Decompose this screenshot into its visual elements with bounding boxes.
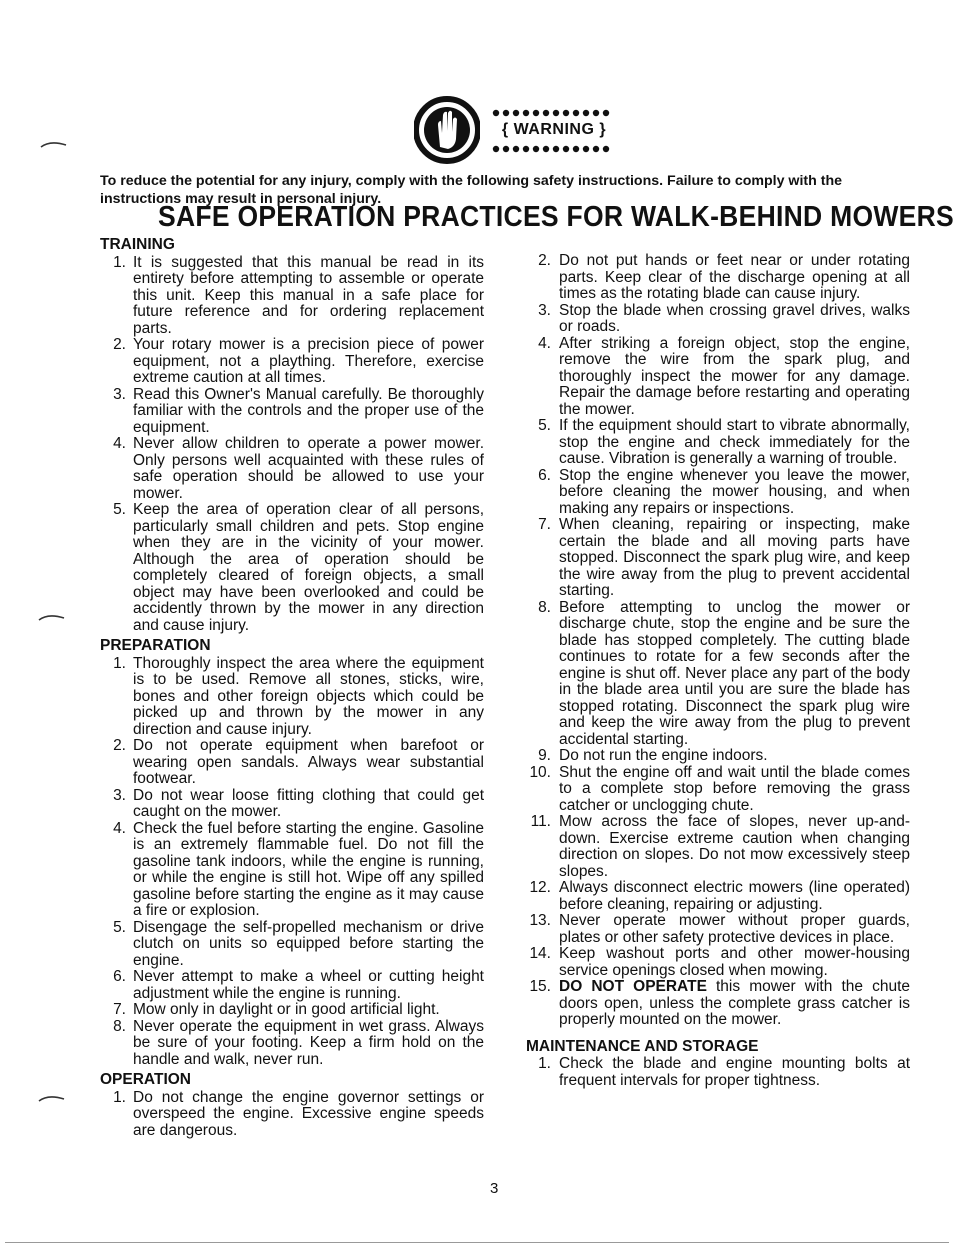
item-text: It is suggested that this manual be read in its entirety before attempting to assemble or operate this unit. Keep this manual in a safe place for future reference and for ordering replacement parts. xyxy=(133,253,484,337)
bottom-rule xyxy=(5,1242,949,1243)
list-item xyxy=(526,946,910,979)
item-text: Shut the engine off and wait until the blade comes to a complete stop before removing the grass catcher or unclogging chute. xyxy=(559,763,910,814)
item-number: 2. xyxy=(538,252,551,269)
section-heading-maintenance: MAINTENANCE AND STORAGE xyxy=(526,1037,759,1055)
item-text: Do not change the engine governor settings or overspeed the engine. Excessive engine speeds are dangerous. xyxy=(133,1088,484,1139)
item-text: If the equipment should start to vibrate abnormally, stop the engine and check immediately for the cause. Vibration is generally a warning of trouble. xyxy=(559,417,910,467)
item-text: Before attempting to unclog the mower or discharge chute, stop the engine and be sure the blade has stopped completely. The cutting blade continues to rotate for a few seconds after the engine is shut off. Never place any part of the body in the blade area until you are sure the blade has stopped rotating. Disconnect the spark plug wire and keep the wire away from the plug to prevent accidental starting. xyxy=(559,598,910,748)
page-number: 3 xyxy=(490,1180,499,1197)
item-text: Mow only in daylight or in good artificial light. xyxy=(133,1001,440,1018)
list-item xyxy=(100,656,484,739)
list-item xyxy=(526,253,910,303)
item-text: Do not wear loose fitting clothing that could get caught on the mower. xyxy=(133,786,484,820)
section-heading-preparation: PREPARATION xyxy=(100,637,211,654)
item-text: Do not operate equipment when barefoot or wearing open sandals. Always wear substantial footwear. xyxy=(133,737,484,787)
right-column xyxy=(526,253,910,1089)
binder-mark xyxy=(38,612,66,622)
item-number: 13. xyxy=(529,912,551,929)
item-text: Your rotary mower is a precision piece of power equipment, not a plaything. Therefore, exercise extreme caution at all times. xyxy=(133,336,484,386)
item-text: When cleaning, repairing or inspecting, make certain the blade and all moving parts have stopped. Disconnect the spark plug wire, and keep the wire away from the plug to prevent accidental starting. xyxy=(559,516,910,599)
list-item xyxy=(526,468,910,518)
item-number: 15. xyxy=(529,978,551,995)
item-number: 4. xyxy=(538,334,551,352)
list-item xyxy=(526,418,910,468)
item-text: Never attempt to make a wheel or cutting height adjustment while the engine is running. xyxy=(133,968,484,1002)
item-number: 3. xyxy=(538,301,551,319)
intro-warning-text: To reduce the potential for any injury, comply with the following safety instructions. Failure to comply with the instructions may result in personal injury. xyxy=(100,173,843,207)
item-number: 3. xyxy=(113,385,126,403)
item-number: 8. xyxy=(538,598,551,616)
item-number: 9. xyxy=(538,747,551,764)
item-number: 1. xyxy=(113,1088,126,1106)
item-text: Always disconnect electric mowers (line operated) before cleaning, repairing or adjusting. xyxy=(559,879,910,913)
list-item xyxy=(526,913,910,946)
item-text: Mow across the face of slopes, never up-and-down. Exercise extreme caution when changing direction on slopes. Do not mow excessively steep slopes. xyxy=(559,813,910,880)
list-item xyxy=(100,1019,484,1069)
list-item xyxy=(526,1056,910,1089)
item-number: 11. xyxy=(530,813,551,830)
item-text: Stop the engine whenever you leave the mower, before cleaning the mower housing, and when making any repairs or inspections. xyxy=(559,466,910,517)
list-item xyxy=(100,387,484,437)
list-item xyxy=(100,969,484,1002)
preparation-list xyxy=(100,656,484,1069)
item-text: Never operate mower without proper guards, plates or other safety protective devices in place. xyxy=(559,912,910,946)
item-text: Check the blade and engine mounting bolts at frequent intervals for proper tightness. xyxy=(559,1055,910,1089)
list-item xyxy=(100,738,484,788)
warning-label: { WARNING } xyxy=(486,121,622,139)
operation-list-continued xyxy=(526,253,910,1029)
list-item xyxy=(526,517,910,600)
list-item xyxy=(100,821,484,920)
item-number: 8. xyxy=(113,1017,126,1035)
item-number: 5. xyxy=(538,417,551,434)
list-item xyxy=(100,337,484,387)
item-text: Do not put hands or feet near or under rotating parts. Keep clear of the discharge opening at all times as the rotating blade can cause injury. xyxy=(559,252,910,302)
warning-label-box xyxy=(486,109,622,153)
item-number: 4. xyxy=(113,819,126,837)
list-item xyxy=(100,1002,484,1019)
list-item xyxy=(100,920,484,970)
item-text: Disengage the self-propelled mechanism or drive clutch on units so equipped before starting the engine. xyxy=(133,918,484,969)
item-number: 4. xyxy=(113,435,126,452)
list-item xyxy=(526,336,910,419)
item-text: this mower with the chute doors open, unless the complete grass catcher is properly mounted on the mower. xyxy=(559,978,910,1028)
item-number: 7. xyxy=(113,1001,126,1018)
list-item xyxy=(526,814,910,880)
item-number: 12. xyxy=(529,879,551,896)
section-heading-training: TRAINING xyxy=(100,236,175,253)
item-text: Thoroughly inspect the area where the equipment is to be used. Remove all stones, sticks, wire, bones and other foreign objects which could be picked up and thrown by the mower in any direction and cause injury. xyxy=(133,654,484,738)
item-emphasis: DO NOT OPERATE xyxy=(559,978,707,995)
binder-mark xyxy=(40,139,68,149)
item-number: 1. xyxy=(113,654,126,672)
item-text: Keep the area of operation clear of all persons, particularly small children and pets. Stop engine when they are in the vicinity of your mower. Although the area of operation should be completely cleared of foreign objects, a small object may have been overlooked and could be accidently thrown by the mower in any direction and cause injury. xyxy=(133,501,484,634)
operation-list xyxy=(100,1090,484,1140)
stop-hand-icon xyxy=(414,95,480,165)
item-text: Never allow children to operate a power mower. Only persons well acquainted with these rules of safe operation should be allowed to use your mower. xyxy=(133,435,484,502)
training-list xyxy=(100,255,484,635)
item-number: 1. xyxy=(538,1055,551,1072)
list-item xyxy=(526,765,910,815)
list-item xyxy=(100,788,484,821)
item-number: 7. xyxy=(538,516,551,533)
list-item xyxy=(526,600,910,749)
item-text: Do not run the engine indoors. xyxy=(559,747,768,764)
item-number: 2. xyxy=(113,737,126,754)
item-number: 2. xyxy=(113,336,126,353)
item-number: 6. xyxy=(113,968,126,985)
list-item xyxy=(100,436,484,502)
item-number: 5. xyxy=(113,501,126,518)
maintenance-list xyxy=(526,1056,910,1089)
item-number: 14. xyxy=(529,945,551,962)
list-item xyxy=(526,880,910,913)
item-text: Never operate the equipment in wet grass. Always be sure of your footing. Keep a firm hold on the handle and walk, never run. xyxy=(133,1017,484,1068)
item-text: Keep washout ports and other mower-housing service openings closed when mowing. xyxy=(559,945,910,979)
warning-dots-top xyxy=(492,109,616,117)
section-heading-operation: OPERATION xyxy=(100,1071,191,1088)
item-number: 1. xyxy=(113,253,126,271)
item-number: 10. xyxy=(529,763,551,781)
list-item xyxy=(100,1090,484,1140)
list-item xyxy=(526,303,910,336)
binder-mark xyxy=(38,1093,66,1103)
warning-dots-bottom xyxy=(492,145,616,153)
item-text: Stop the blade when crossing gravel drives, walks or roads. xyxy=(559,301,910,335)
list-item xyxy=(526,979,910,1029)
item-number: 6. xyxy=(538,466,551,484)
item-text: Read this Owner's Manual carefully. Be thoroughly familiar with the controls and the proper use of the equipment. xyxy=(133,385,484,436)
item-number: 3. xyxy=(113,786,126,804)
list-item xyxy=(526,748,910,765)
item-text: After striking a foreign object, stop the engine, remove the wire from the spark plug, and thoroughly inspect the mower for any damage. Repair the damage before restarting and operating the mower. xyxy=(559,334,910,418)
warning-banner xyxy=(414,95,624,165)
list-item xyxy=(100,255,484,338)
list-item xyxy=(100,502,484,634)
left-column xyxy=(100,237,484,1139)
item-text: Check the fuel before starting the engine. Gasoline is an extremely flammable fuel. Do not fill the gasoline tank indoors, while the engine is running, or while the engine is still hot. Wipe off any spilled gasoline before starting the engine as it may cause a fire or explosion. xyxy=(133,819,484,919)
page-title: SAFE OPERATION PRACTICES FOR WALK-BEHIND MOWERS xyxy=(158,201,954,233)
item-number: 5. xyxy=(113,918,126,936)
